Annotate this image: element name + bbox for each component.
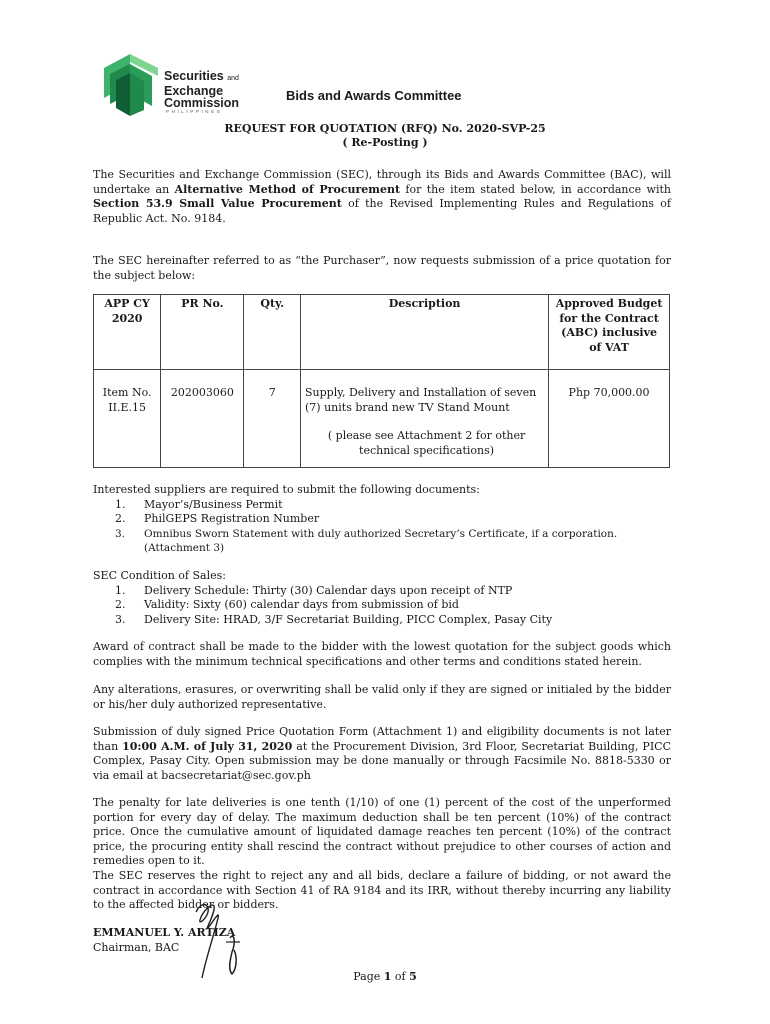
- award-paragraph: Award of contract shall be made to the bidder with the lowest quotation for the subject goods which complies with the minimum technical specifications and other terms and conditions stated herein.: [93, 640, 671, 668]
- table-row: [94, 370, 670, 468]
- rfq-title: REQUEST FOR QUOTATION (RFQ) No. 2020-SVP-25: [224, 122, 546, 135]
- list-item: 3. Omnibus Sworn Statement with duly authorized Secretary’s Certificate, if a corporation. (Attachment 3): [115, 527, 618, 554]
- sec-logo-emblem-icon: [100, 50, 164, 120]
- sec-logo-wordmark: Securities and Exchange Commission: [164, 69, 240, 110]
- intro-paragraph: The Securities and Exchange Commission (SEC), through its Bids and Awards Committee (BAC), will undertake an Alternative Method of Procurement for the item stated below, in accordance with Section 53.9 Small Value Procurement of the Revised Implementing Rules and Regulations of Republic Act. No. 9184.: [93, 168, 671, 225]
- header-qty: Qty.: [244, 295, 301, 370]
- conditions-intro: SEC Condition of Sales:: [93, 569, 226, 582]
- header-description: Description: [301, 295, 549, 370]
- sec-logo-country: PHILIPPINES: [166, 109, 223, 114]
- documents-list: [93, 498, 671, 556]
- conditions-list: [93, 584, 671, 628]
- list-item: 1. Mayor’s/Business Permit: [115, 497, 283, 511]
- cell-abc: Php 70,000.00: [549, 370, 670, 468]
- conditions-section: [93, 569, 671, 627]
- cell-qty: 7: [244, 370, 301, 468]
- signatory-name: EMMANUEL Y. ARTIZA: [93, 926, 236, 939]
- committee-title: Bids and Awards Committee: [286, 88, 462, 103]
- description-text: Supply, Delivery and Installation of seven (7) units brand new TV Stand Mount: [305, 386, 537, 414]
- cell-app: Item No. II.E.15: [94, 370, 161, 468]
- documents-section: [93, 483, 671, 556]
- submission-paragraph: Submission of duly signed Price Quotation Form (Attachment 1) and eligibility documents is not later than 10:00 A.M. of July 31, 2020 at the Procurement Division, 3rd Floor, Secretariat Building, PICC Complex, Pasay City. Open submission may be done manually or through Facsimile No. 8818-5330 or via email at bacsecretariat@sec.gov.ph: [93, 725, 671, 782]
- list-item: 2. PhilGEPS Registration Number: [115, 512, 320, 525]
- header-app: APP CY 2020: [94, 295, 161, 370]
- rfq-item-table: [93, 294, 670, 468]
- page-number: Page 1 of 5: [353, 970, 417, 983]
- reserve-paragraph: The SEC reserves the right to reject any and all bids, declare a failure of bidding, or not award the contract in accordance with Section 41 of RA 9184 and its IRR, without thereby incurring any liability to the affected bidder or bidders.: [93, 869, 671, 911]
- list-item: 2. Validity: Sixty (60) calendar days from submission of bid: [115, 598, 459, 611]
- cell-pr: 202003060: [161, 370, 244, 468]
- penalty-paragraph: The penalty for late deliveries is one tenth (1/10) of one (1) percent of the cost of the unperformed portion for every day of delay. The maximum deduction shall be ten percent (10%) of the contract price. Once the cumulative amount of liquidated damage reaches ten percent (10%) of the contract price, the procuring entity shall rescind the contract without prejudice to other courses of action and remedies open to it.: [93, 796, 671, 867]
- sec-logo: [100, 50, 250, 120]
- description-note: ( please see Attachment 2 for other technical specifications): [327, 429, 526, 457]
- header-abc: Approved Budget for the Contract (ABC) inclusive of VAT: [549, 295, 670, 370]
- documents-intro: Interested suppliers are required to submit the following documents:: [93, 483, 480, 496]
- reposting-label: ( Re-Posting ): [342, 136, 428, 149]
- cell-description: [301, 370, 549, 468]
- header-pr: PR No.: [161, 295, 244, 370]
- list-item: 1. Delivery Schedule: Thirty (30) Calendar days upon receipt of NTP: [115, 583, 513, 597]
- list-item: 3. Delivery Site: HRAD, 3/F Secretariat Building, PICC Complex, Pasay City: [115, 612, 553, 626]
- signatory-block: [93, 926, 671, 955]
- alterations-paragraph: Any alterations, erasures, or overwriting shall be valid only if they are signed or initialed by the bidder or his/her duly authorized representative.: [93, 683, 671, 711]
- table-header-row: [94, 295, 670, 370]
- purchaser-paragraph: The SEC hereinafter referred to as “the Purchaser”, now requests submission of a price quotation for the subject below:: [93, 254, 671, 282]
- signatory-title: Chairman, BAC: [93, 940, 180, 954]
